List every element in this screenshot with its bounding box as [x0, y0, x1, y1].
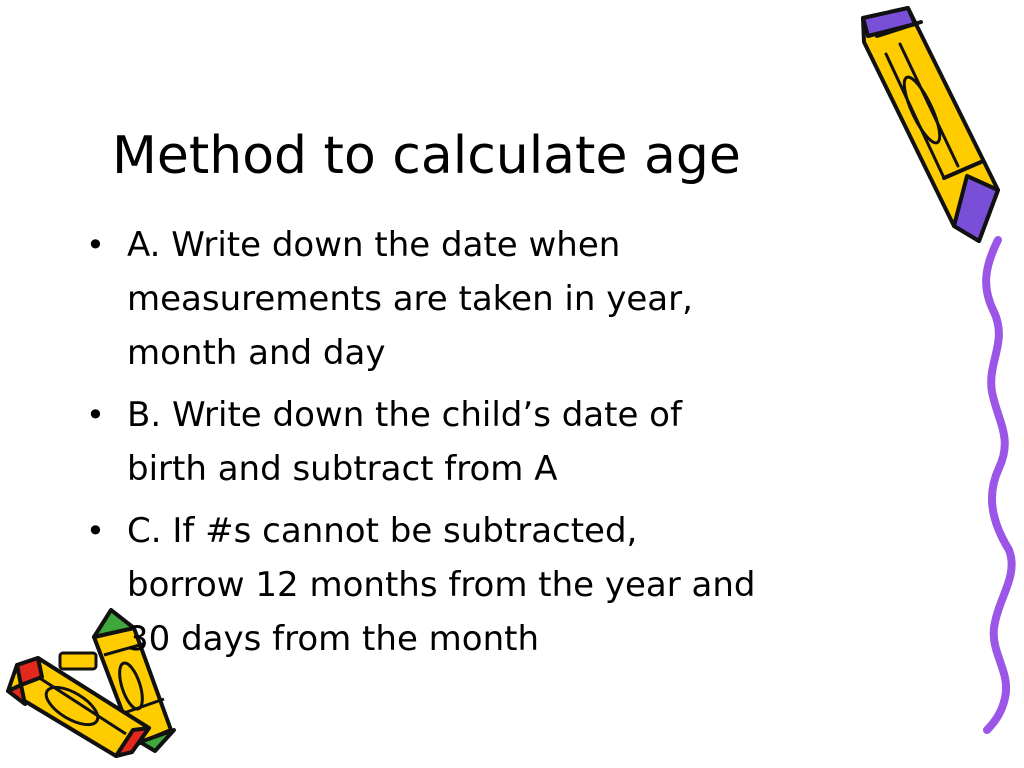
list-item-b — [86, 388, 926, 496]
list-item-c — [86, 504, 926, 666]
yellow-crayon-icon — [850, 0, 1000, 245]
bullet-icon: • — [86, 396, 105, 434]
bullet-icon: • — [86, 226, 105, 264]
slide-title: Method to calculate age — [112, 126, 741, 186]
list-item-a — [86, 218, 926, 380]
red-crayon-icon — [0, 648, 160, 758]
bullet-text-b: B. Write down the child’s date of birth and subtract from A — [127, 395, 682, 489]
bullet-icon: • — [86, 512, 105, 550]
purple-squiggle-icon — [964, 240, 1024, 730]
bullet-text-c: C. If #s cannot be subtracted, borrow 12 months from the year and 30 days from the month — [127, 511, 756, 659]
bullet-text-a: A. Write down the date when measurements are taken in year, month and day — [127, 225, 693, 373]
bullet-list — [86, 218, 926, 674]
